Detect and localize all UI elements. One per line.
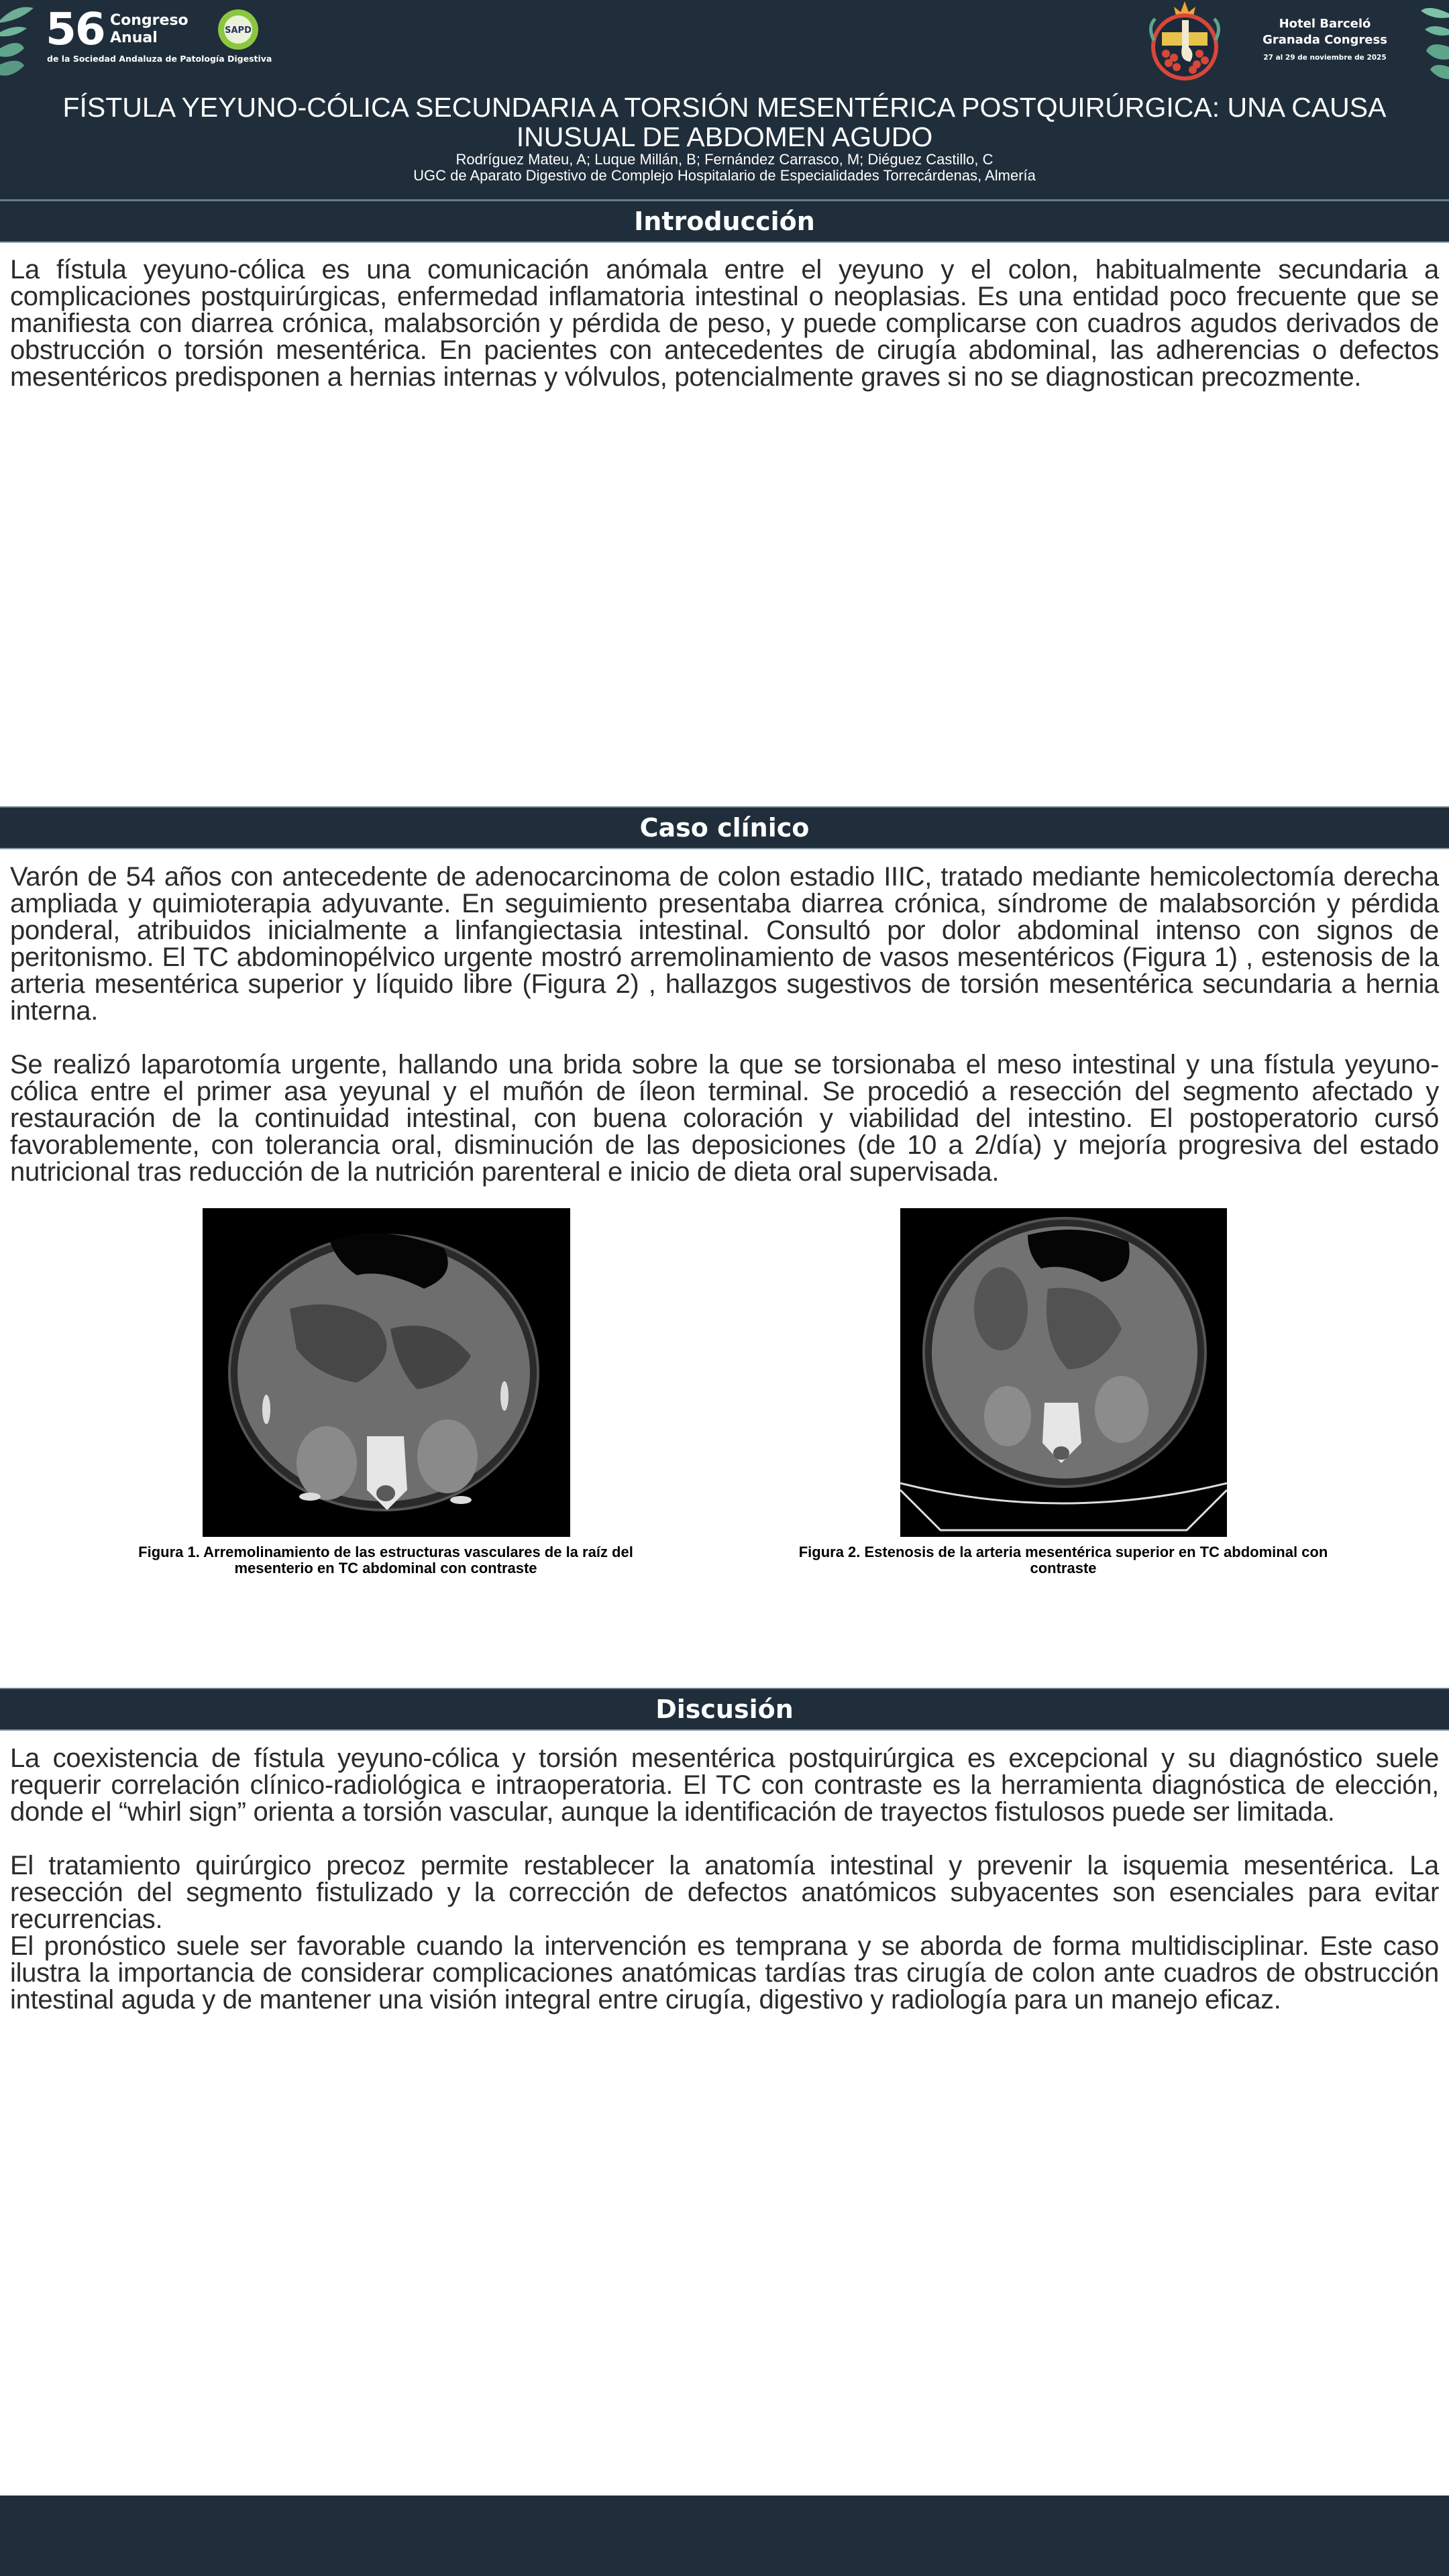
case-paragraph: Se realizó laparotomía urgente, hallando una brida sobre la que se torsionaba el meso intestinal y una fístula yeyuno-cólica entre el primer asa yeyunal y el muñón de íleon terminal. Se procedió a resección del segmento afectado y restauración de la continuidad intestinal, con buena coloración y viabilidad del intestino. El postoperatorio cursó favorablemente, con tolerancia oral, disminución de las deposiciones (de 10 a 2/día) y mejoría progresiva del estado nutricional tras reducción de la nutrición parenteral e inicio de dieta oral supervisada.	[10, 1050, 1439, 1187]
section-title-discussion: Discusión	[655, 1695, 794, 1724]
poster-footer	[0, 2496, 1449, 2576]
venue-line2: Granada Congress	[1263, 33, 1387, 47]
figure-2-caption: Figura 2. Estenosis de la arteria mesentérica superior en TC abdominal con contraste	[798, 1544, 1328, 1576]
congress-label-line1: Congreso	[110, 12, 189, 29]
venue-info	[1254, 16, 1395, 62]
intro-paragraph: La fístula yeyuno-cólica es una comunicación anómala entre el yeyuno y el colon, habitualmente secundaria a complicaciones postquirúrgicas, enfermedad inflamatoria intestinal o neoplasias. Es una entidad poco frecuente que se manifiesta con diarrea crónica, malabsorción y pérdida de peso, y puede complicarse con cuadros agudos derivados de obstrucción o torsión mesentérica. En pacientes con antecedentes de cirugía abdominal, las adherencias o defectos mesentéricos predisponen a hernias internas y vólvulos, potencialmente graves si no se diagnostican precozmente.	[10, 255, 1439, 392]
case-paragraph: Varón de 54 años con antecedente de adenocarcinoma de colon estadio IIIC, tratado mediante hemicolectomía derecha ampliada y quimioterapia adyuvante. En seguimiento presentaba diarrea crónica, síndrome de malabsorción y pérdida ponderal, atribuidos inicialmente a linfangiectasia intestinal. Consultó por dolor abdominal intenso con signos de peritonismo. El TC abdominopélvico urgente mostró arremolinamiento de vasos mesentéricos (Figura 1) , estenosis de la arteria mesentérica superior y líquido libre (Figura 2) , hallazgos sugestivos de torsión mesentérica secundaria a hernia interna.	[10, 862, 1439, 1026]
case-body	[10, 863, 1439, 1185]
congress-emblem-icon	[1142, 0, 1228, 85]
congress-label-line2: Anual	[110, 30, 158, 46]
leaf-decoration-icon	[1415, 0, 1449, 80]
poster-header	[0, 0, 1449, 200]
sapd-logo-text: SAPD	[225, 25, 252, 36]
section-title-case: Caso clínico	[639, 813, 810, 843]
authors: Rodríguez Mateu, A; Luque Millán, B; Fernández Carrasco, M; Diéguez Castillo, C	[455, 151, 994, 168]
section-heading-case	[0, 806, 1449, 849]
discussion-paragraph: El pronóstico suele ser favorable cuando la intervención es temprana y se aborda de forma multidisciplinar. Este caso ilustra la importancia de considerar complicaciones anatómicas tardías tras cirugía de colon ante cuadros de obstrucción intestinal aguda y de mantener una visión integral entre cirugía, digestivo y radiología para un manejo eficaz.	[10, 1931, 1439, 2015]
discussion-body	[10, 1745, 1439, 2013]
venue-dates: 27 al 29 de noviembre de 2025	[1263, 54, 1387, 62]
figure-1-ct-image	[203, 1208, 570, 1537]
section-heading-intro	[0, 200, 1449, 243]
section-title-intro: Introducción	[634, 207, 815, 236]
leaf-decoration-icon	[0, 0, 34, 80]
ct-scan-figure-1	[203, 1208, 570, 1537]
figure-1-caption: Figura 1. Arremolinamiento de las estructuras vasculares de la raíz del mesenterio en TC abdominal con contraste	[138, 1544, 633, 1576]
congress-number: 56	[46, 3, 105, 55]
author-block	[60, 152, 1389, 184]
intro-body	[10, 256, 1439, 390]
ct-scan-figure-2	[900, 1208, 1227, 1537]
discussion-paragraph: La coexistencia de fístula yeyuno-cólica y torsión mesentérica postquirúrgica es excepcional y su diagnóstico suele requerir correlación clínico-radiológica e intraoperatoria. El TC con contraste es la herramienta diagnóstica de elección, donde el “whirl sign” orienta a torsión vascular, aunque la identificación de trayectos fistulosos puede ser limitada.	[10, 1743, 1439, 1827]
figure-2-ct-image	[900, 1208, 1227, 1537]
society-name: de la Sociedad Andaluza de Patología Digestiva	[47, 54, 272, 64]
section-heading-discussion	[0, 1688, 1449, 1731]
discussion-paragraph: El tratamiento quirúrgico precoz permite restablecer la anatomía intestinal y prevenir la isquemia mesentérica. La resección del segmento fistulizado y la corrección de defectos anatómicos subyacentes son esenciales para evitar recurrencias.	[10, 1851, 1439, 1934]
sapd-logo-icon	[217, 9, 259, 50]
congress-label	[110, 12, 191, 47]
poster-title: FÍSTULA YEYUNO-CÓLICA SECUNDARIA A TORSIÓN MESENTÉRICA POSTQUIRÚRGICA: UNA CAUSA INUSUAL DE ABDOMEN AGUDO	[62, 92, 1387, 152]
venue-line1: Hotel Barceló	[1279, 17, 1371, 31]
affiliation: UGC de Aparato Digestivo de Complejo Hospitalario de Especialidades Torrecárdenas, Almería	[413, 167, 1036, 184]
